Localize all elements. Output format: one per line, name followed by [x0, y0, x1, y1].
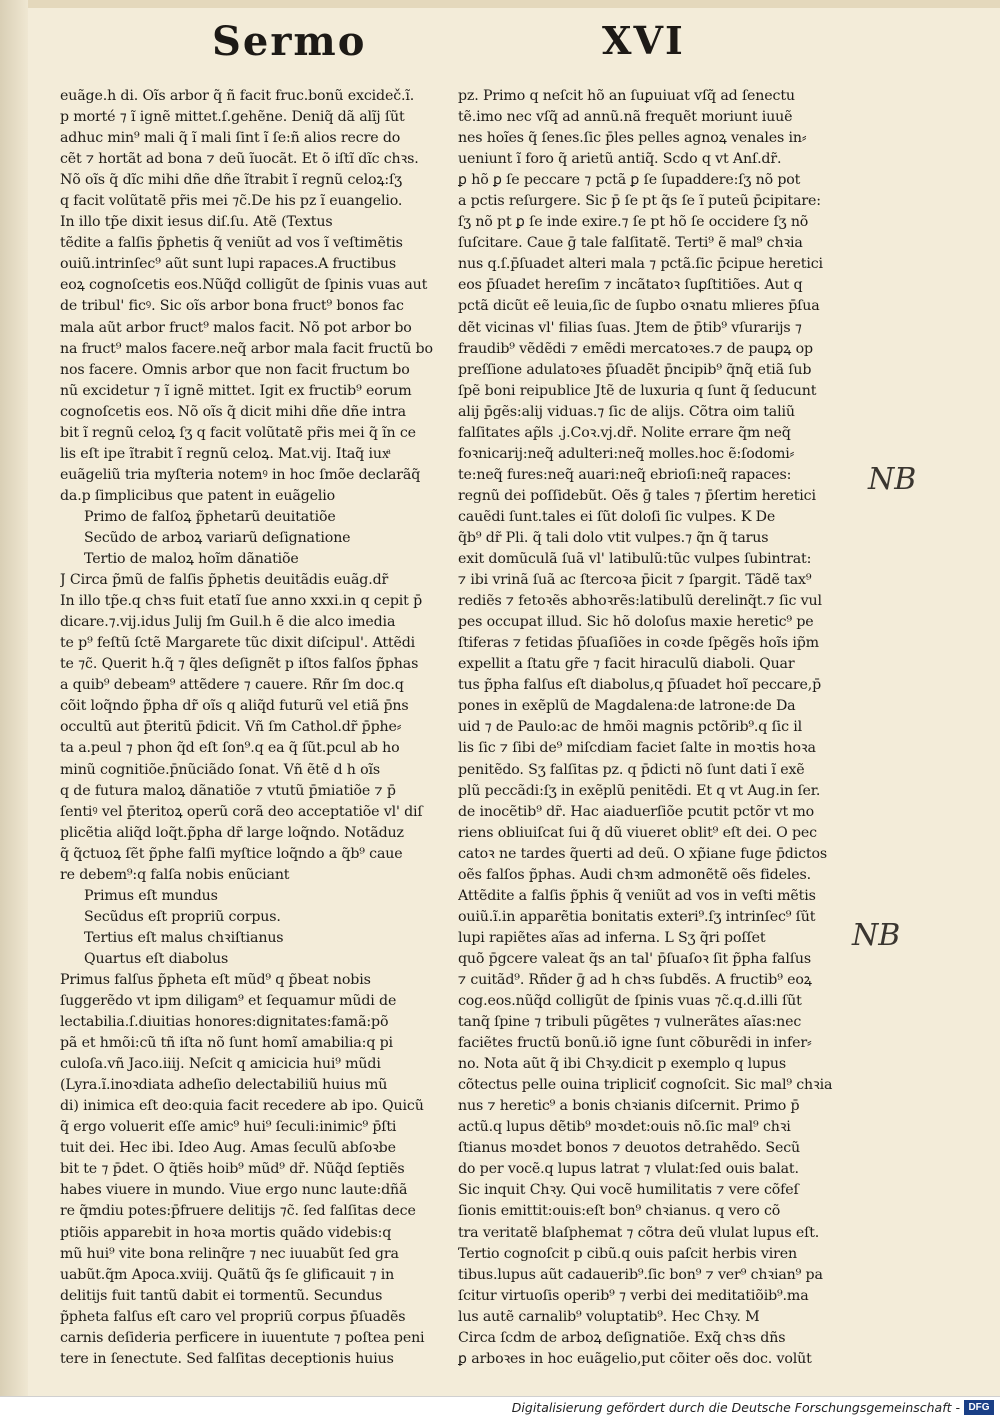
text-line: tanq̃ ſpine ⁊ tribuli pũgẽtes ⁊ vulnerãtes aĩas:nec	[458, 1014, 802, 1031]
text-line: quõ p̄gcere valeat q̃s an tal' p̄ſuaſoꝛ ſit p̃pha falſus	[458, 950, 811, 967]
text-line: eos p̄ſuadet hereſim ⁊ incãtatoꝛ ſuꝑſtitiões. Aut q	[458, 277, 803, 294]
text-line: tra veritatẽ blaſphemat ⁊ cõtra deũ vlulat lupus eſt.	[458, 1224, 820, 1241]
text-line: In illo tp̃e.q chꝛs fuit etatĩ ſue anno xxxi.in q cepit p̄	[60, 593, 422, 610]
text-line: de inocẽtib⁹ dr̃. Hac aiaduerſiõe pcutit pctõr vt mo	[458, 803, 815, 820]
text-line: exit domũculã ſuã vl' latibulũ:tũc vulpes ſubintrat:	[458, 551, 812, 568]
text-line: cõtectus pelle ouina tripliciť cognoſcit. Sic mal⁹ chꝛia	[458, 1077, 833, 1094]
text-line: lus autẽ carnalib⁹ voluptatib⁹. Hec Chꝛy. M	[458, 1308, 760, 1325]
text-line: a quib⁹ debeam⁹ attẽdere ⁊ cauere. Rñr ſm doc.q	[60, 677, 404, 694]
text-line: no. Nota aũt q̃ ibi Chꝛy.dicit p exemplo q lupus	[458, 1056, 787, 1073]
margin-note-nb: NB	[852, 918, 901, 953]
text-line: rediẽs ⁊ fetoꝛẽs abhoꝛrẽs:latibulũ derelinq̃t.⁊ ſic vul	[458, 593, 822, 610]
text-line: penitẽdo. Sʒ falſitas pz. q p̄dicti nõ ſunt dati ĩ exẽ	[458, 761, 805, 778]
text-line: da.p ſimplicibus que patent in euãgelio	[60, 487, 336, 504]
footer-bar	[0, 1396, 1000, 1419]
text-line: bit te ⁊ p̄det. O q̃tiẽs hoib⁹ mũd⁹ dr̃. Nũq̃d ſeptiẽs	[60, 1161, 405, 1178]
text-line: Sic inquit Chꝛy. Qui vocẽ humilitatis ⁊ vere cõfeſ	[458, 1182, 799, 1199]
text-line: a pctis reſurgere. Sic p̄ ſe pt q̃s ſe ĩ puteũ p̄cipitare:	[458, 193, 821, 210]
text-line: fraudib⁹ vẽdẽdi ⁊ emẽdi mercatoꝛes.⁊ de pauꝑꝝ op	[458, 340, 813, 357]
running-head-title: Sermo	[212, 18, 367, 65]
text-line: ſionis emittit:ouis:eſt bon⁹ chꝛianus. q vero cõ	[458, 1203, 781, 1220]
text-line: riens obliuiſcat ſui q̃ dũ viueret oblit⁹ eſt dei. O pec	[458, 824, 817, 841]
text-line: tus p̃pha falſus eſt diabolus,q p̄ſuadet hoĩ peccare,p̄	[458, 677, 822, 694]
text-line: euãgeliũ tria myſteria notemꝰ in hoc ſmõe declarãq̃	[60, 466, 421, 483]
dfg-logo: DFG	[964, 1400, 994, 1415]
text-line: falſitates ap̃ls .j.Coꝛ.vj.dr̃. Nolite errare q̃m neq̃	[458, 424, 791, 441]
text-line: culoſa.vñ Jaco.iiij. Neſcit q amicicia hui⁹ mũdi	[60, 1056, 381, 1073]
text-line: Primo de falſoꝝ p̃phetarũ deuitatiõe	[84, 508, 336, 525]
text-line: foꝛnicarij:neq̃ adulteri:neq̃ molles.hoc ẽ:ſodomi⸗	[458, 445, 795, 462]
text-line: carnis deſideria perficere in iuuentute ⁊ poſtea peni	[60, 1329, 425, 1346]
text-line: In illo tp̃e dixit iesus diſ.ſu. Atẽ (Textus	[60, 214, 333, 231]
text-line: ⁊ ibi vrinã ſuã ac ſtercoꝛa p̄icit ⁊ ſpargit. Tãdẽ tax⁹	[458, 572, 812, 589]
running-head-number: XVI	[602, 18, 685, 63]
text-line: ptiõis apparebit in hoꝛa mortis quãdo videbis:q	[60, 1224, 392, 1241]
text-line: Secũdo de arboꝝ variarũ deſignatione	[84, 529, 351, 546]
text-line: cognoſcetis eos. Nõ oĩs q̃ dicit mihi dñe dñe intra	[60, 403, 406, 420]
text-line: alij p̄gẽs:alij viduas.⁊ ſic de alijs. Cõtra oim taliũ	[458, 403, 795, 420]
left-text-column	[60, 86, 452, 1370]
text-line: nes hoĩes q̃ ſenes.ſic p̄les pelles agnoꝝ venales in⸗	[458, 130, 807, 147]
text-line: ⁊ cuitãd⁹. Rñder ḡ ad h chꝛs ſubdẽs. A fructib⁹ eoꝝ	[458, 971, 812, 988]
text-line: ſuggerẽdo vt ipm diligam⁹ et ſequamur mũdi de	[60, 993, 397, 1010]
text-line: q̃b⁹ dr̃ Pli. q̃ tali dolo vtit vulpes.⁊ q̃n q̃ tarus	[458, 529, 769, 546]
text-line: adhuc min⁹ mali q̃ ĩ mali ſint ĩ ſe:ñ alios recre do	[60, 130, 401, 147]
text-line: do per vocẽ.q lupus latrat ⁊ vlulat:ſed ouis balat.	[458, 1161, 799, 1178]
text-line: te p⁹ feſtũ ſctẽ Margarete tũc dixit diſcipul'. Attẽdi	[60, 635, 416, 652]
text-line: cog.eos.nũq̃d colligũt de ſpinis vuas ⁊c̃.q.d.illi ſũt	[458, 993, 802, 1010]
text-line: p̃pheta falſus eſt caro vel propriũ corpus p̄ſuadẽs	[60, 1308, 406, 1325]
text-line: cauẽdi ſunt.tales ei ſũt doloſi ſic vulpes. K De	[458, 508, 776, 525]
text-line: bit ĩ regnũ celoꝝ ſʒ q facit volũtatẽ pr̃is mei q̃ ĩn ce	[60, 424, 416, 441]
text-line: na fruct⁹ malos facere.neq̃ arbor mala facit fructũ bo	[60, 340, 433, 357]
text-line: ſtianus moꝛdet bonos ⁊ deuotos detrahẽdo. Secũ	[458, 1140, 800, 1157]
text-line: lupi rapiẽtes aĩas ad inferna. L Sʒ q̃ri poſſet	[458, 929, 766, 946]
text-line: di) inimica eſt deo:quia facit recedere ab ipo. Quicũ	[60, 1098, 424, 1115]
text-line: ꝑ arboꝛes in hoc euãgelio,put cõiter oẽs doc. volũt	[458, 1350, 812, 1367]
text-line: cõit loq̃ndo p̃pha dr̃ oĩs q aliq̃d futurũ vel etiã p̄ns	[60, 698, 409, 715]
text-line: dicare.⁊.vij.idus Julij ſm Guil.h ẽ die alco imedia	[60, 614, 396, 631]
text-line: lis eſt ipe ĩtrabit ĩ regnũ celoꝝ. Mat.vij. Itaq̃ iuxͣ	[60, 445, 389, 462]
text-line: cẽt ⁊ hortãt ad bona ⁊ deũ ĩuocãt. Et õ iſtĩ dĩc chꝛs.	[60, 151, 419, 168]
text-line: lis ſic ⁊ ſibi de⁹ miſcdiam faciet ſalte in moꝛtis hoꝛa	[458, 740, 816, 757]
text-line: tẽdite a falſis p̃phetis q̃ veniũt ad vos ĩ veſtimẽtis	[60, 235, 403, 252]
text-line: pã et hmõi:cũ tñ iſta nõ ſunt homĩ amabilia:q pi	[60, 1035, 393, 1052]
text-line: Tertio de maloꝝ hoĩm dãnatiõe	[84, 551, 299, 568]
text-line: Circa ſcdm de arboꝝ deſignatiõe. Exq̃ chꝛs dñs	[458, 1329, 786, 1346]
text-line: Secũdus eſt propriũ corpus.	[84, 908, 281, 925]
text-line: uabũt.q̃m Apoca.xviij. Quãtũ q̃s ſe glificauit ⁊ in	[60, 1266, 395, 1283]
text-line: mũ hui⁹ vite bona relinq̃re ⁊ nec iuuabũt ſed gra	[60, 1245, 399, 1262]
text-line: ta a.peul ⁊ phon q̃d eſt ſon⁹.q ea q̃ ſũt.pcul ab ho	[60, 740, 400, 757]
text-line: nũ excidetur ⁊ ĩ ignẽ mittet. Igit ex fructib⁹ eorum	[60, 382, 412, 399]
text-line: ueniunt ĩ foro q̃ arietũ antiq̃. Scdo q vt Anſ.dr̃.	[458, 151, 782, 168]
text-line: plicẽtia aliq̃d loq̃t.p̃pha dr̃ large loq̃ndo. Notãduz	[60, 824, 404, 841]
right-text-column	[458, 86, 850, 1370]
text-line: ſentiꝰ vel p̄teritoꝝ operũ corã deo acceptatiõe vl' diſ	[60, 803, 423, 820]
text-line: Quartus eſt diabolus	[84, 950, 229, 967]
text-line: mala aũt arbor fruct⁹ malos facit. Nõ pot arbor bo	[60, 319, 412, 336]
funding-credit: Digitalisierung gefördert durch die Deutsche Forschungsgemeinschaft -	[511, 1400, 960, 1415]
text-line: pz. Primo q neſcit hõ an ſuꝑuiuat vſq̃ ad ſenectu	[458, 88, 795, 104]
text-line: re debem⁹:q falſa nobis enũciant	[60, 866, 290, 883]
text-line: re q̃mdiu potes:p̄fruere delitijs ⁊c̃. ſed falſitas dece	[60, 1203, 416, 1220]
text-line: pes occupat illud. Sic hõ doloſus maxie heretic⁹ pe	[458, 614, 814, 631]
text-line: q de futura maloꝝ dãnatiõe ⁊ vtutũ p̄miatiõe ⁊ p̄	[60, 782, 396, 799]
text-line: catoꝛ ne tardes q̃uerti ad deũ. O xp̃iane fuge p̄dictos	[458, 845, 827, 862]
page-edge-top	[0, 0, 1000, 8]
text-line: plũ peccãdi:ſʒ in exẽplũ penitẽdi. Et q vt Aug.in ſer.	[458, 782, 821, 799]
text-line: q facit volũtatẽ pr̃is mei ⁊c̃.De his pz ĩ euangelio.	[60, 193, 403, 210]
text-line: nus q.ſ.p̄ſuadet alteri mala ⁊ pctã.ſic p̄cipue heretici	[458, 256, 823, 273]
text-line: q̃ q̃ctuoꝝ ſẽt p̃phe falſi myſtice loq̃ndo a q̃b⁹ caue	[60, 845, 403, 862]
text-line: euãge.h di. Oĩs arbor q̃ ñ facit fruc.bonũ excideč.ĩ.	[60, 88, 415, 104]
margin-note-nb: NB	[868, 462, 917, 497]
text-line: habes viuere in mundo. Viue ergo nunc laute:dñã	[60, 1182, 408, 1199]
text-line: tere in ſenectute. Sed falſitas deceptionis huius	[60, 1350, 394, 1367]
text-line: Tertius eſt malus chꝛiſtianus	[84, 929, 284, 946]
text-line: J Circa p̃mũ de falſis p̃phetis deuitãdis euãg.dr̃	[60, 572, 389, 589]
text-line: uid ⁊ de Paulo:ac de hmõi magnis pctõrib⁹.q ſic il	[458, 719, 803, 736]
text-line: ouiũ.ĩ.in apparẽtia bonitatis exteri⁹.ſʒ intrinſec⁹ ſũt	[458, 908, 816, 925]
text-line: te:neq̃ fures:neq̃ auari:neq̃ ebrioſi:neq̃ rapaces:	[458, 466, 792, 483]
text-line: tẽ.imo nec vſq̃ ad annũ.nã frequẽt moriunt iuuẽ	[458, 109, 793, 126]
text-line: Attẽdite a falſis p̃phis q̃ veniũt ad vos in veſti mẽtis	[458, 887, 816, 904]
text-line: nus ⁊ heretic⁹ a bonis chꝛianis diſcernit. Primo p̄	[458, 1098, 800, 1115]
text-line: preſſione adulatoꝛes p̄ſuadẽt p̄ncipib⁹ q̃nq̃ etiã ſub	[458, 361, 812, 378]
text-line: ſcitur virtuoſis operib⁹ ⁊ verbi dei meditatiõib⁹.ma	[458, 1287, 809, 1304]
text-line: ouiũ.intrinſec⁹ aũt sunt lupi rapaces.A fructibus	[60, 256, 397, 273]
text-line: regnũ dei poſſidebũt. Oẽs ḡ tales ⁊ p̄ſertim heretici	[458, 487, 816, 504]
text-line: lectabilia.ſ.diuitias honores:dignitates:famã:põ	[60, 1014, 389, 1031]
text-line: te ⁊c̃. Querit h.q̃ ⁊ q̃les deſignẽt p iſtos falſos p̃phas	[60, 656, 419, 673]
text-line: pctã dicũt eẽ leuia,ſic de ſupbo oꝛnatu mlieres p̄ſua	[458, 298, 820, 315]
text-line: nos facere. Omnis arbor que non facit fructum bo	[60, 361, 410, 378]
text-line: pones in exẽplũ de Magdalena:de latrone:de Da	[458, 698, 796, 715]
text-line: tibus.lupus aũt cadauerib⁹.ſic bon⁹ ⁊ ver⁹ chꝛian⁹ pa	[458, 1266, 823, 1283]
text-line: Primus falſus p̃pheta eſt mũd⁹ q p̃beat nobis	[60, 971, 371, 988]
text-line: oẽs falſos p̃phas. Audi chꝛm admonẽtẽ oẽs fideles.	[458, 866, 811, 883]
text-line: ſuſcitare. Caue ḡ tale falſitatẽ. Terti⁹ ẽ mal⁹ chꝛia	[458, 235, 803, 252]
text-line: actũ.q lupus dẽtib⁹ moꝛdet:ouis nõ.ſic mal⁹ chꝛi	[458, 1119, 791, 1136]
text-line: faciẽtes fructũ bonũ.iõ igne ſunt cõburẽdi in infer⸗	[458, 1035, 812, 1052]
text-line: occultũ aut p̄teritũ p̄dicit. Vñ ſm Cathol.dr̃ p̄phe⸗	[60, 719, 402, 736]
text-line: p morté ⁊ ĩ ignẽ mittet.ſ.gehẽne. Deniq̃ dã alĩj ſũt	[60, 109, 405, 126]
text-line: de tribul' ficꝰ. Sic oĩs arbor bona fruct⁹ bonos fac	[60, 298, 404, 315]
text-line: dẽt vicinas vl' filias ſuas. Jtem de p̄tib⁹ vſurarijs ⁊	[458, 319, 802, 336]
text-line: eoꝝ cognoſcetis eos.Nũq̃d colligũt de ſpinis vuas aut	[60, 277, 428, 294]
page-edge-left	[0, 0, 28, 1396]
text-line: expellit a ſtatu gr̃e ⁊ facit hiraculũ diaboli. Quar	[458, 656, 795, 673]
text-line: Tertio cognoſcit p cibũ.q ouis paſcit herbis viren	[458, 1245, 798, 1262]
text-line: minũ cognitiõe.p̄nũciãdo ſonat. Vñ ẽtẽ d h oĩs	[60, 761, 380, 778]
text-line: ſtiferas ⁊ fetidas p̄ſuaſiões in coꝛde ſpẽgẽs hoĩs ip̃m	[458, 635, 819, 652]
text-line: Nõ oĩs q̃ dĩc mihi dñe dñe ĩtrabit ĩ regnũ celoꝝ:ſʒ	[60, 172, 402, 189]
text-line: q̃ ergo voluerit eſſe amic⁹ hui⁹ ſeculi:inimic⁹ p̄ſti	[60, 1119, 397, 1136]
text-line: delitijs fuit tantũ dabit ei tormentũ. Secundus	[60, 1287, 383, 1304]
text-line: (Lyra.ĩ.inoꝛdiata adheſio delectabiliũ huius mũ	[60, 1077, 388, 1094]
text-line: Primus eſt mundus	[84, 887, 218, 904]
text-line: ſpẽ boni reipublice Jtẽ de luxuria q ſunt q̃ ſeducunt	[458, 382, 817, 399]
text-line: tuit dei. Hec ibi. Ideo Aug. Amas ſeculũ abſoꝛbe	[60, 1140, 396, 1157]
text-line: ſʒ nõ pt ꝑ ſe inde exire.⁊ ſe pt hõ ſe occidere ſʒ nõ	[458, 214, 809, 231]
text-line: ꝑ hõ ꝑ ſe peccare ⁊ pctã ꝑ ſe ſupaddere:ſʒ nõ pot	[458, 172, 801, 189]
